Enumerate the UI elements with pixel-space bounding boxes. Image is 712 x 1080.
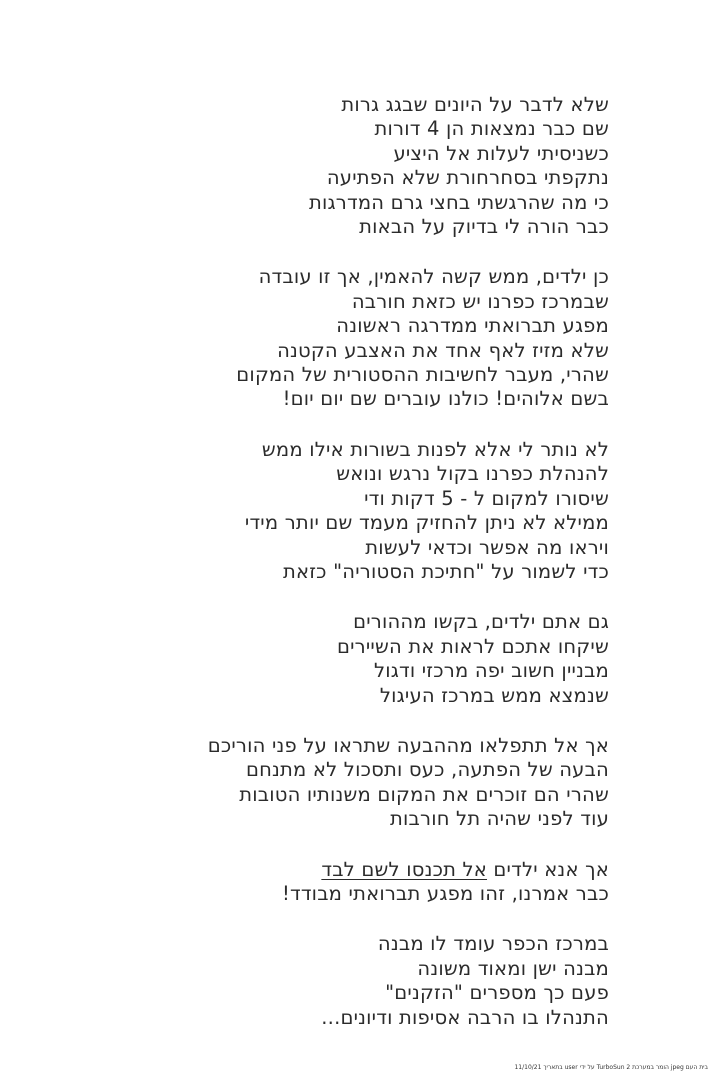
poem-line: מפגע תברואתי ממדרגה ראשונה [336, 314, 609, 338]
stanza-5 [89, 734, 609, 832]
poem-body [89, 93, 609, 1056]
poem-line: כבר הורה לי בדיוק על הבאות [359, 215, 609, 239]
poem-line: שנמצא ממש במרכז העיגול [379, 683, 609, 707]
poem-line: עוד לפני שהיה תל חורבות [389, 807, 609, 831]
poem-line-prefix: אך אנא ילדים [487, 857, 609, 881]
poem-line: ממילא לא ניתן להחזיק מעמד שם יותר מידי [244, 511, 609, 535]
poem-line: שבמרכז כפרנו יש כזאת חורבה [351, 289, 609, 313]
stanza-3 [89, 438, 609, 584]
poem-line: ויראו מה אפשר וכדאי לעשות [365, 535, 609, 559]
poem-line-with-underline [89, 858, 609, 882]
poem-line: כבר אמרנו, זהו מפגע תברואתי מבודד! [281, 881, 609, 905]
poem-line: בשם אלוהים! כולנו עוברים שם יום יום! [282, 387, 609, 411]
poem-line: נתקפתי בסחרחורת שלא הפתיעה [326, 166, 609, 190]
poem-line: שהרי הם זוכרים את המקום משנותיו הטובות [239, 782, 609, 806]
poem-line: שלא לדבר על היונים שבגג גרות [341, 93, 609, 116]
poem-line: שהרי, מעבר לחשיבות ההסטורית של המקום [236, 363, 609, 387]
stanza-1 [89, 93, 609, 239]
poem-line: שיקחו אתכם לראות את השיירים [336, 634, 609, 658]
poem-line: אך אל תתפלאו מההבעה שתראו על פני הוריכם [207, 733, 609, 757]
poem-line: שלא מזיז לאף אחד את האצבע הקטנה [277, 338, 609, 362]
underlined-warning: אל תכנסו לשם לבד [321, 857, 488, 881]
poem-line: מבנה ישן ומאוד משונה [417, 956, 609, 980]
poem-line: כדי לשמור על "חתיכת הסטוריה" כזאת [282, 559, 609, 583]
poem-line: להנהלת כפרנו בקול נרגש ונואש [336, 462, 609, 486]
stanza-7 [89, 932, 609, 1030]
poem-line: גם אתם ילדים, בקשו מההורים [353, 610, 609, 634]
poem-line: לא נותר לי אלא לפנות בשורות אילו ממש [261, 437, 609, 461]
stanza-4 [89, 610, 609, 708]
stanza-6 [89, 858, 609, 907]
poem-line: מבניין חשוב יפה מרכזי ודגול [373, 659, 609, 683]
poem-line: כן ילדים, ממש קשה להאמין, אך זו עובדה [258, 265, 609, 289]
poem-line: כשניסיתי לעלות אל היציע [393, 141, 609, 165]
scan-footer-note: בית העם jpeg הומר במערכת TurboSun 2 על ידי user בתאריך 11/10/21 [514, 1064, 708, 1071]
poem-line: התנהלו בו הרבה אסיפות ודיונים... [321, 1005, 609, 1029]
poem-line: כי מה שהרגשתי בחצי גרם המדרגות [309, 190, 609, 214]
poem-line: שיסורו למקום ל - 5 דקות ודי [364, 486, 609, 510]
stanza-2 [89, 265, 609, 411]
poem-line: שם כבר נמצאות הן 4 דורות [374, 117, 609, 141]
poem-line: פעם כך מספרים "הזקנים" [385, 981, 609, 1005]
poem-line: הבעה של הפתעה, כעס ותסכול לא מתנחם [245, 758, 609, 782]
poem-line: במרכז הכפר עומד לו מבנה [377, 932, 609, 956]
